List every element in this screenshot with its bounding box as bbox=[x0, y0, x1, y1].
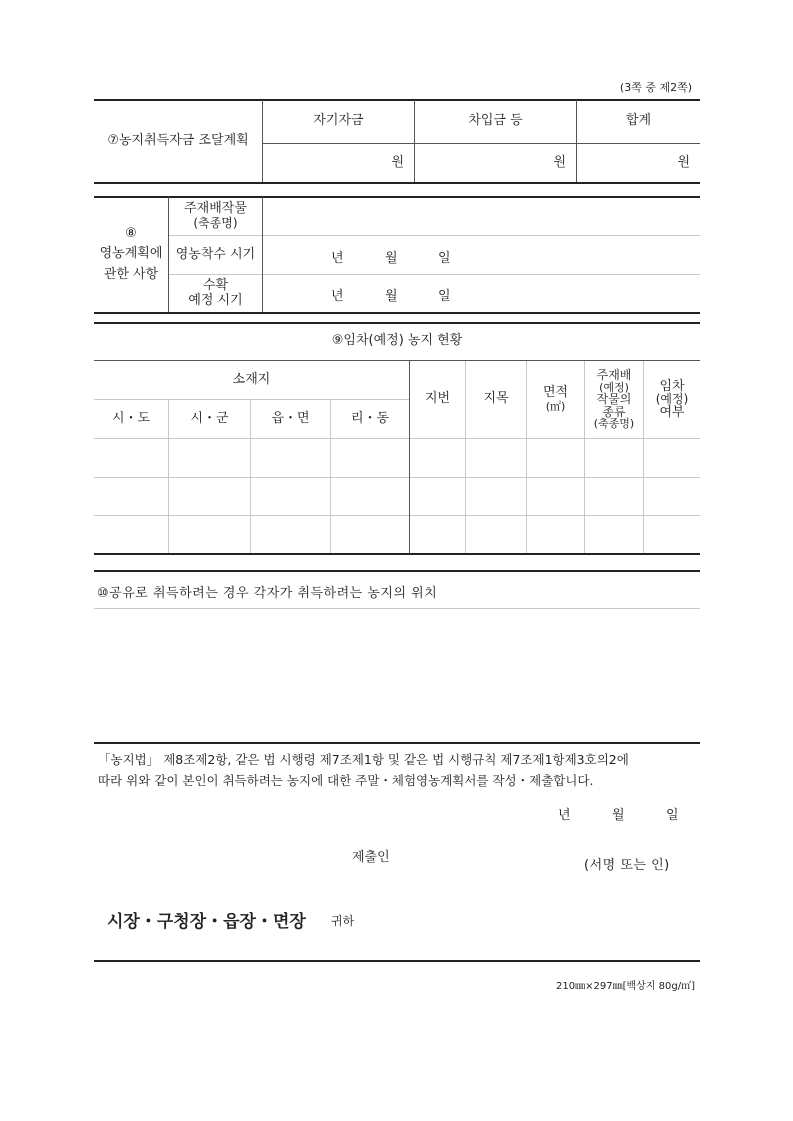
recipient-honorific: 귀하 bbox=[331, 914, 355, 928]
farming-start-day: 일 bbox=[438, 251, 451, 266]
total-value[interactable]: 원 bbox=[677, 154, 690, 170]
table-row[interactable] bbox=[94, 478, 700, 515]
table-row[interactable] bbox=[94, 516, 700, 553]
harvest-month: 월 bbox=[385, 289, 398, 304]
farming-start-year: 년 bbox=[331, 251, 344, 266]
main-crop-value[interactable] bbox=[263, 197, 700, 235]
harvest-year: 년 bbox=[331, 289, 344, 304]
harvest-date[interactable] bbox=[263, 275, 700, 312]
declaration-day: 일 bbox=[666, 808, 679, 823]
own-funds-value[interactable]: 원 bbox=[391, 154, 404, 170]
farming-plan-title bbox=[94, 197, 168, 312]
main-crop-label-line2: (축종명) bbox=[193, 215, 238, 230]
shared-location-label: ⑩공유로 취득하려는 경우 각자가 취득하려는 농지의 위치 bbox=[97, 586, 438, 601]
ridong-header: 리・동 bbox=[350, 410, 390, 426]
area-header-line1: 면적 bbox=[542, 384, 569, 400]
declaration-date[interactable] bbox=[540, 804, 700, 822]
borrowed-funds-value[interactable]: 원 bbox=[553, 154, 566, 170]
lease-status-header bbox=[644, 361, 700, 438]
location-header: 소재지 bbox=[232, 371, 271, 387]
crop-type-header-line3: 작물의 bbox=[596, 392, 632, 407]
lease-status-header-line2: (예정) bbox=[655, 392, 689, 407]
area-header-line2: (㎡) bbox=[545, 399, 566, 413]
harvest-day: 일 bbox=[438, 289, 451, 304]
page-indicator: (3쪽 중 제2쪽) bbox=[619, 81, 692, 94]
shared-location-input[interactable] bbox=[94, 609, 700, 741]
submitter-label: 제출인 bbox=[352, 850, 390, 865]
declaration-line-1: 「농지법」 제8조제2항, 같은 법 시행령 제7조제1항 및 같은 법 시행규칙 제7조제1항제3호의2에 bbox=[98, 752, 629, 767]
signature-label[interactable]: (서명 또는 인) bbox=[584, 858, 670, 873]
paper-spec: 210㎜×297㎜[백상지 80g/㎡] bbox=[556, 981, 695, 992]
farming-start-month: 월 bbox=[385, 251, 398, 266]
farming-start-label: 영농착수 시기 bbox=[175, 246, 256, 262]
lease-status-header-line1: 임차 bbox=[659, 378, 685, 394]
crop-type-header-line2: (예정) bbox=[599, 380, 629, 394]
lease-status-header-line3: 여부 bbox=[659, 404, 685, 420]
harvest-label-line2: 예정 시기 bbox=[188, 292, 243, 308]
table-row[interactable] bbox=[94, 439, 700, 477]
harvest-label bbox=[169, 275, 262, 312]
declaration-line-2: 따라 위와 같이 본인이 취득하려는 농지에 대한 주말・체험영농계획서를 작성・제출합니다. bbox=[98, 773, 594, 788]
recipient-title: 시장・구청장・읍장・면장 bbox=[107, 912, 306, 932]
land-category-header: 지목 bbox=[483, 391, 509, 407]
crop-type-header-line1: 주재배 bbox=[596, 368, 632, 383]
sigun-header: 시・군 bbox=[190, 410, 229, 426]
declaration-month: 월 bbox=[612, 808, 625, 823]
main-crop-label-line1: 주재배작물 bbox=[184, 200, 247, 216]
farming-plan-title-line1: 영농계획에 bbox=[99, 246, 163, 262]
sido-header: 시・도 bbox=[111, 410, 151, 426]
harvest-label-line1: 수확 bbox=[202, 277, 229, 293]
borrowed-funds-header: 차입금 등 bbox=[468, 113, 523, 129]
crop-type-header-line4: 종류 bbox=[602, 404, 626, 419]
total-header: 합계 bbox=[625, 113, 652, 129]
lot-number-header: 지번 bbox=[424, 391, 451, 407]
leased-land-title: ⑨임차(예정) 농지 현황 bbox=[331, 333, 463, 349]
section-8-number: ⑧ bbox=[125, 226, 137, 242]
farming-start-date[interactable] bbox=[263, 236, 700, 274]
farming-plan-title-line2: 관한 사항 bbox=[103, 266, 159, 282]
eupmyeon-header: 읍・면 bbox=[271, 410, 310, 426]
crop-type-header bbox=[585, 361, 643, 438]
main-crop-label bbox=[169, 197, 262, 235]
declaration-year: 년 bbox=[558, 808, 571, 823]
crop-type-header-line5: (축종명) bbox=[593, 417, 635, 431]
own-funds-header: 자기자금 bbox=[313, 113, 364, 129]
area-header bbox=[527, 361, 584, 438]
funding-plan-label: ⑦농지취득자금 조달계획 bbox=[107, 132, 249, 148]
